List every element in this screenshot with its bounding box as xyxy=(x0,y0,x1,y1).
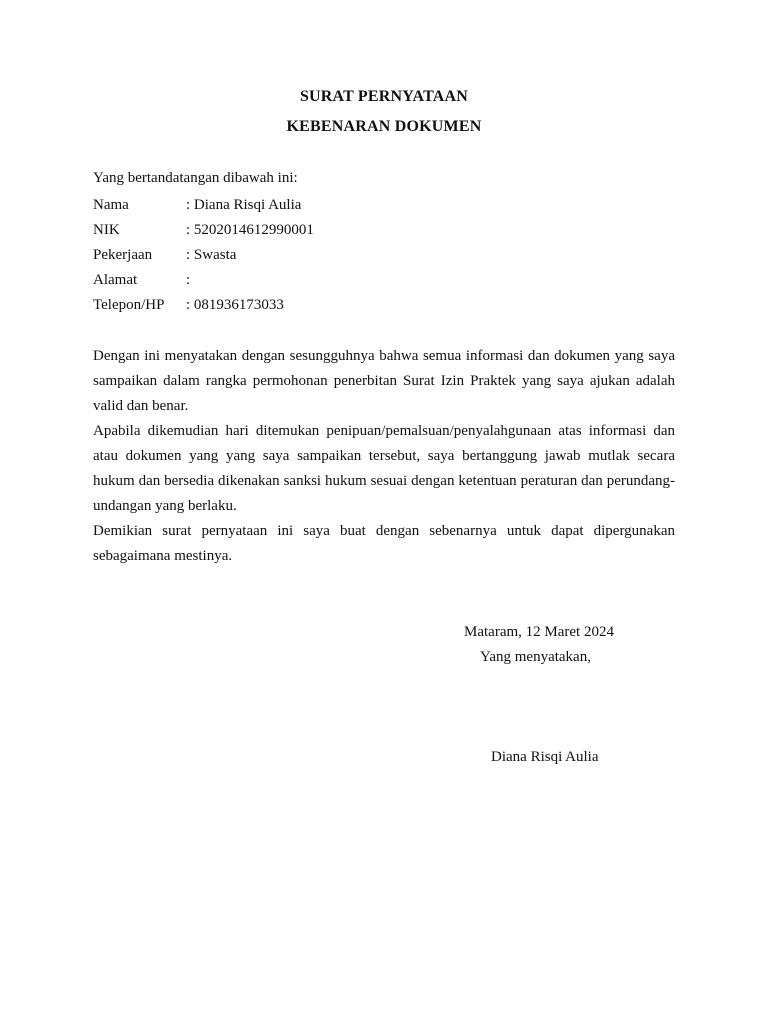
intro-text: Yang bertandatangan dibawah ini: xyxy=(93,170,298,186)
signature-role: Yang menyatakan, xyxy=(480,649,591,665)
field-value: : Diana Risqi Aulia xyxy=(186,197,302,213)
field-value: : 081936173033 xyxy=(186,297,284,313)
field-value: : 5202014612990001 xyxy=(186,222,314,238)
field-row-alamat xyxy=(93,270,314,295)
identity-fields xyxy=(93,195,314,320)
signature-name: Diana Risqi Aulia xyxy=(491,749,599,765)
document-subtitle: KEBENARAN DOKUMEN xyxy=(286,118,482,135)
field-value: : xyxy=(186,272,191,288)
document-title: SURAT PERNYATAAN xyxy=(299,88,469,105)
paragraph-closing: Demikian surat pernyataan ini saya buat dengan sebenarnya untuk dapat dipergunakan sebagaimana mestinya. xyxy=(93,523,675,564)
field-label: NIK xyxy=(93,222,120,238)
field-row-telepon xyxy=(93,295,314,320)
field-label: Nama xyxy=(93,197,129,213)
statement-body xyxy=(93,344,675,569)
field-row-nama xyxy=(93,195,314,220)
field-label: Telepon/HP xyxy=(93,297,165,313)
field-label: Pekerjaan xyxy=(93,247,153,263)
field-row-nik xyxy=(93,220,314,245)
field-value: : Swasta xyxy=(186,247,237,263)
paragraph-liability: Apabila dikemudian hari ditemukan penipuan/pemalsuan/penyalahgunaan atas informasi dan atau dokumen yang yang saya sampaikan tersebut, saya bertanggung jawab mutlak secara hukum dan bersedia dikenakan sanksi hukum sesuai dengan ketentuan peraturan dan perundang-undangan yang berlaku. xyxy=(93,423,675,514)
field-label: Alamat xyxy=(93,272,138,288)
field-row-pekerjaan xyxy=(93,245,314,270)
signature-place-date: Mataram, 12 Maret 2024 xyxy=(464,624,614,640)
paragraph-declaration: Dengan ini menyatakan dengan sesungguhnya bahwa semua informasi dan dokumen yang saya sampaikan dalam rangka permohonan penerbitan Surat Izin Praktek yang saya ajukan adalah valid dan benar. xyxy=(93,348,675,414)
